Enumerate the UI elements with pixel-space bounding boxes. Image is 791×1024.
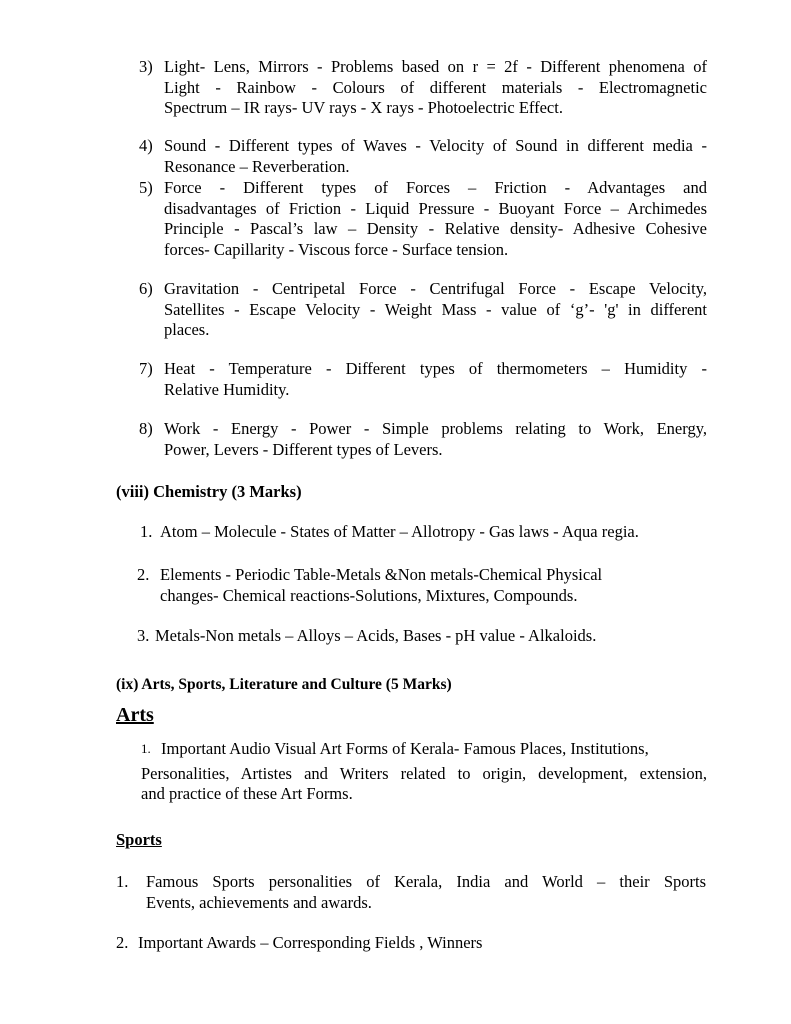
item-line: forces- Capillarity - Viscous force - Surface tension. bbox=[164, 239, 509, 259]
item-number: 4) bbox=[139, 136, 153, 155]
physics-item-8 bbox=[139, 419, 707, 460]
item-line: Light- Lens, Mirrors - Problems based on r = 2f - Different phenomena of bbox=[164, 57, 707, 76]
item-line: Work - Energy - Power - Simple problems relating to Work, Energy, bbox=[164, 419, 707, 438]
item-number: 1. bbox=[116, 872, 129, 891]
item-number: 1. bbox=[140, 522, 153, 541]
item-line: Elements - Periodic Table-Metals &Non metals-Chemical Physical bbox=[160, 565, 603, 584]
chemistry-item-1 bbox=[140, 522, 708, 543]
item-line: Gravitation - Centripetal Force - Centrifugal Force - Escape Velocity, bbox=[164, 279, 707, 298]
chemistry-item-2 bbox=[137, 565, 705, 606]
item-number: 8) bbox=[139, 419, 153, 438]
item-line: Events, achievements and awards. bbox=[146, 892, 372, 912]
item-line: Satellites - Escape Velocity - Weight Mass - value of ‘g’- 'g' in different bbox=[164, 299, 707, 319]
item-line: Resonance – Reverberation. bbox=[164, 156, 350, 176]
physics-item-4 bbox=[139, 136, 707, 177]
physics-item-5 bbox=[139, 178, 707, 260]
item-number: 3) bbox=[139, 57, 153, 76]
item-number: 2. bbox=[137, 565, 150, 584]
item-line: Famous Sports personalities of Kerala, India and World – their Sports bbox=[146, 872, 706, 891]
sports-item-2 bbox=[116, 933, 706, 954]
item-line: Heat - Temperature - Different types of thermometers – Humidity - bbox=[164, 359, 707, 378]
item-line: Force - Different types of Forces – Friction - Advantages and bbox=[164, 178, 707, 197]
physics-item-7 bbox=[139, 359, 707, 400]
chemistry-heading: (viii) Chemistry (3 Marks) bbox=[116, 482, 302, 501]
sports-item-1 bbox=[116, 872, 706, 913]
arts-sports-heading: (ix) Arts, Sports, Literature and Culture (5 Marks) bbox=[116, 676, 452, 693]
item-line: Relative Humidity. bbox=[164, 379, 290, 399]
item-line: Atom – Molecule - States of Matter – Allotropy - Gas laws - Aqua regia. bbox=[160, 522, 639, 541]
item-number: 7) bbox=[139, 359, 153, 378]
item-number: 3. bbox=[137, 626, 150, 645]
item-number: 5) bbox=[139, 178, 153, 197]
item-line: Metals-Non metals – Alloys – Acids, Bases - pH value - Alkaloids. bbox=[155, 626, 597, 645]
item-line: and practice of these Art Forms. bbox=[141, 784, 353, 804]
physics-item-6 bbox=[139, 279, 707, 341]
sports-title: Sports bbox=[116, 830, 162, 849]
chemistry-item-3 bbox=[137, 626, 705, 647]
arts-item-1 bbox=[141, 739, 707, 805]
item-line: Light - Rainbow - Colours of different materials - Electromagnetic bbox=[164, 77, 707, 97]
item-number: 1. bbox=[141, 741, 151, 756]
item-line: Important Audio Visual Art Forms of Kerala- Famous Places, Institutions, bbox=[161, 739, 649, 758]
item-line: Spectrum – IR rays- UV rays - X rays - Photoelectric Effect. bbox=[164, 98, 563, 118]
item-line: disadvantages of Friction - Liquid Pressure - Buoyant Force – Archimedes bbox=[164, 198, 707, 218]
item-line: places. bbox=[164, 320, 210, 340]
item-number: 6) bbox=[139, 279, 153, 298]
item-line: Power, Levers - Different types of Levers. bbox=[164, 439, 443, 459]
arts-title: Arts bbox=[116, 704, 154, 726]
item-line: changes- Chemical reactions-Solutions, Mixtures, Compounds. bbox=[160, 585, 578, 605]
item-number: 2. bbox=[116, 933, 129, 952]
item-line: Personalities, Artistes and Writers related to origin, development, extension, bbox=[141, 763, 707, 783]
item-line: Important Awards – Corresponding Fields , Winners bbox=[138, 933, 483, 952]
item-line: Sound - Different types of Waves - Velocity of Sound in different media - bbox=[164, 136, 707, 155]
physics-item-3 bbox=[139, 57, 707, 119]
item-line: Principle - Pascal’s law – Density - Relative density- Adhesive Cohesive bbox=[164, 219, 707, 239]
